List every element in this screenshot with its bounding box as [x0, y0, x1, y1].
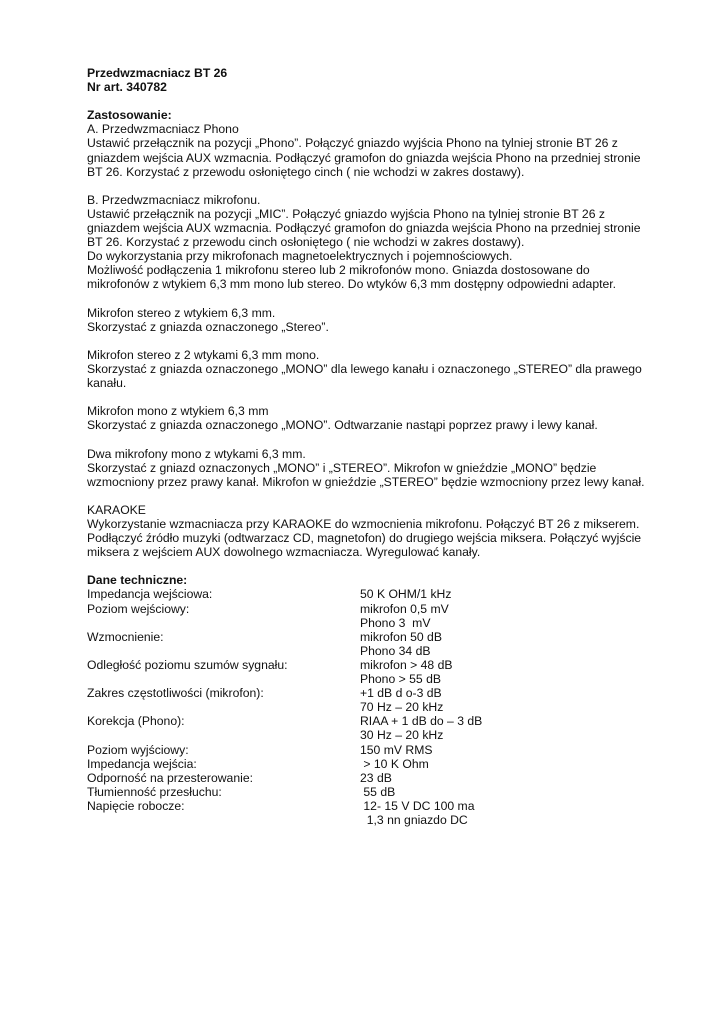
- section-b-line: gniazdem wejścia AUX wzmacnia. Podłączyć gramofon do gniazda wejścia Phono na przedniej stronie: [87, 221, 641, 236]
- spec-row: [87, 630, 657, 644]
- spec-label: Odległość poziomu szumów sygnału:: [87, 657, 288, 672]
- spec-label: Poziom wejściowy:: [87, 601, 190, 616]
- karaoke-heading: KARAOKE: [87, 502, 146, 517]
- mic-case-line: Mikrofon stereo z wtykiem 6,3 mm.: [87, 305, 276, 320]
- spec-value: +1 dB d o-3 dB: [360, 686, 442, 701]
- mic-case-line: Skorzystać z gniazda oznaczonego „MONO” dla lewego kanału i oznaczonego „STEREO” dla prawego: [87, 361, 642, 376]
- mic-case-line: Mikrofon stereo z 2 wtykami 6,3 mm mono.: [87, 347, 320, 362]
- spec-label: Wzmocnienie:: [87, 629, 164, 644]
- mic-case-line: wzmocniony przez prawy kanał. Mikrofon w gnieździe „STEREO” będzie wzmocniony przez lewy kanał.: [87, 474, 645, 489]
- section-b-line: mikrofonów z wtykiem 6,3 mm mono lub stereo. Do wtyków 6,3 mm dostępny odpowiedni adapter.: [87, 277, 617, 292]
- section-a-line: gniazdem wejścia AUX wzmacnia. Podłączyć gramofon do gniazda wejścia Phono na przedniej stronie: [87, 150, 641, 165]
- spec-row: [87, 658, 657, 672]
- spec-row: [87, 602, 657, 616]
- tech-spec-table: [87, 587, 657, 827]
- mic-case-line: Mikrofon mono z wtykiem 6,3 mm: [87, 404, 269, 419]
- mic-case-line: Skorzystać z gniazd oznaczonych „MONO” i „STEREO”. Mikrofon w gnieździe „MONO” będzie: [87, 460, 597, 475]
- spec-label: Impedancja wejścia:: [87, 756, 197, 771]
- section-b-line: Do wykorzystania przy mikrofonach magnetoelektrycznych i pojemnościowych.: [87, 249, 513, 264]
- spec-label: [87, 813, 360, 827]
- spec-row: [87, 587, 657, 601]
- mic-case-line: Skorzystać z gniazda oznaczonego „MONO”. Odtwarzanie nastąpi poprzez prawy i lewy kanał.: [87, 418, 598, 433]
- section-b-line: BT 26. Korzystać z przewodu cinch osłoniętego ( nie wchodzi w zakres dostawy).: [87, 235, 525, 250]
- karaoke-line: Wykorzystanie wzmacniacza przy KARAOKE do wzmocnienia mikrofonu. Połączyć BT 26 z mikserem.: [87, 517, 640, 531]
- spec-label: [87, 672, 360, 686]
- mic-case-line: kanału.: [87, 376, 127, 391]
- spec-value: 30 Hz – 20 kHz: [360, 728, 444, 743]
- section-a-line: Ustawić przełącznik na pozycji „Phono”. Połączyć gniazdo wyjścia Phono na tylniej stronie BT 26 z: [87, 136, 618, 151]
- document-title: Przedwzmacniacz BT 26: [87, 66, 228, 80]
- spec-label: Napięcie robocze:: [87, 798, 185, 813]
- spec-row: [87, 799, 657, 813]
- section-a-line: BT 26. Korzystać z przewodu osłoniętego cinch ( nie wchodzi w zakres dostawy).: [87, 164, 525, 179]
- spec-label: [87, 616, 360, 630]
- usage-heading: Zastosowanie:: [87, 108, 172, 123]
- spec-value: 55 dB: [360, 784, 396, 799]
- spec-value: Phono 34 dB: [360, 643, 431, 658]
- spec-label: Zakres częstotliwości (mikrofon):: [87, 686, 264, 701]
- mic-case-line: Skorzystać z gniazda oznaczonego „Stereo”.: [87, 319, 329, 334]
- tech-heading: Dane techniczne:: [87, 573, 188, 588]
- spec-value: mikrofon > 48 dB: [360, 657, 453, 672]
- karaoke-line: Podłączyć źródło muzyki (odtwarzacz CD, magnetofon) do drugiego wejścia miksera. Połączyć wyjście: [87, 531, 642, 546]
- document-body: [87, 66, 657, 827]
- section-b-line: Możliwość podłączenia 1 mikrofonu stereo lub 2 mikrofonów mono. Gniazda dostosowane do: [87, 263, 590, 278]
- spec-row: [87, 616, 657, 630]
- section-b-heading: B. Przedwzmacniacz mikrofonu.: [87, 192, 261, 207]
- spec-label: Poziom wyjściowy:: [87, 742, 189, 757]
- spec-label: [87, 644, 360, 658]
- spec-row: [87, 728, 657, 742]
- spec-value: 150 mV RMS: [360, 742, 433, 757]
- spec-row: [87, 743, 657, 757]
- spec-value: 50 K OHM/1 kHz: [360, 587, 452, 602]
- spec-label: Tłumienność przesłuchu:: [87, 784, 222, 799]
- spec-label: [87, 728, 360, 742]
- spec-value: 1,3 nn gniazdo DC: [360, 812, 468, 827]
- spec-value: 23 dB: [360, 770, 392, 785]
- spec-value: Phono 3 mV: [360, 615, 431, 630]
- mic-case-line: Dwa mikrofony mono z wtykami 6,3 mm.: [87, 446, 306, 461]
- spec-row: [87, 686, 657, 700]
- spec-row: [87, 714, 657, 728]
- spec-label: Odporność na przesterowanie:: [87, 770, 253, 785]
- spec-row: [87, 757, 657, 771]
- spec-label: Impedancja wejściowa:: [87, 587, 213, 602]
- spec-row: [87, 644, 657, 658]
- spec-value: mikrofon 0,5 mV: [360, 601, 449, 616]
- spec-value: > 10 K Ohm: [360, 756, 429, 771]
- spec-label: [87, 700, 360, 714]
- section-a-heading: A. Przedwzmacniacz Phono: [87, 122, 239, 137]
- spec-value: 12- 15 V DC 100 ma: [360, 798, 475, 813]
- spec-value: RIAA + 1 dB do – 3 dB: [360, 714, 483, 729]
- spec-row: [87, 813, 657, 827]
- spec-row: [87, 771, 657, 785]
- spec-value: mikrofon 50 dB: [360, 629, 442, 644]
- spec-row: [87, 672, 657, 686]
- spec-row: [87, 785, 657, 799]
- article-number: Nr art. 340782: [87, 80, 167, 95]
- section-b-line: Ustawić przełącznik na pozycji „MIC”. Połączyć gniazdo wyjścia Phono na tylniej stronie BT 26 z: [87, 206, 605, 221]
- spec-value: 70 Hz – 20 kHz: [360, 700, 444, 715]
- spec-row: [87, 700, 657, 714]
- spec-label: Korekcja (Phono):: [87, 714, 185, 729]
- karaoke-line: miksera z wejściem AUX dowolnego wzmacniacza. Wyregulować kanały.: [87, 545, 481, 560]
- spec-value: Phono > 55 dB: [360, 672, 441, 687]
